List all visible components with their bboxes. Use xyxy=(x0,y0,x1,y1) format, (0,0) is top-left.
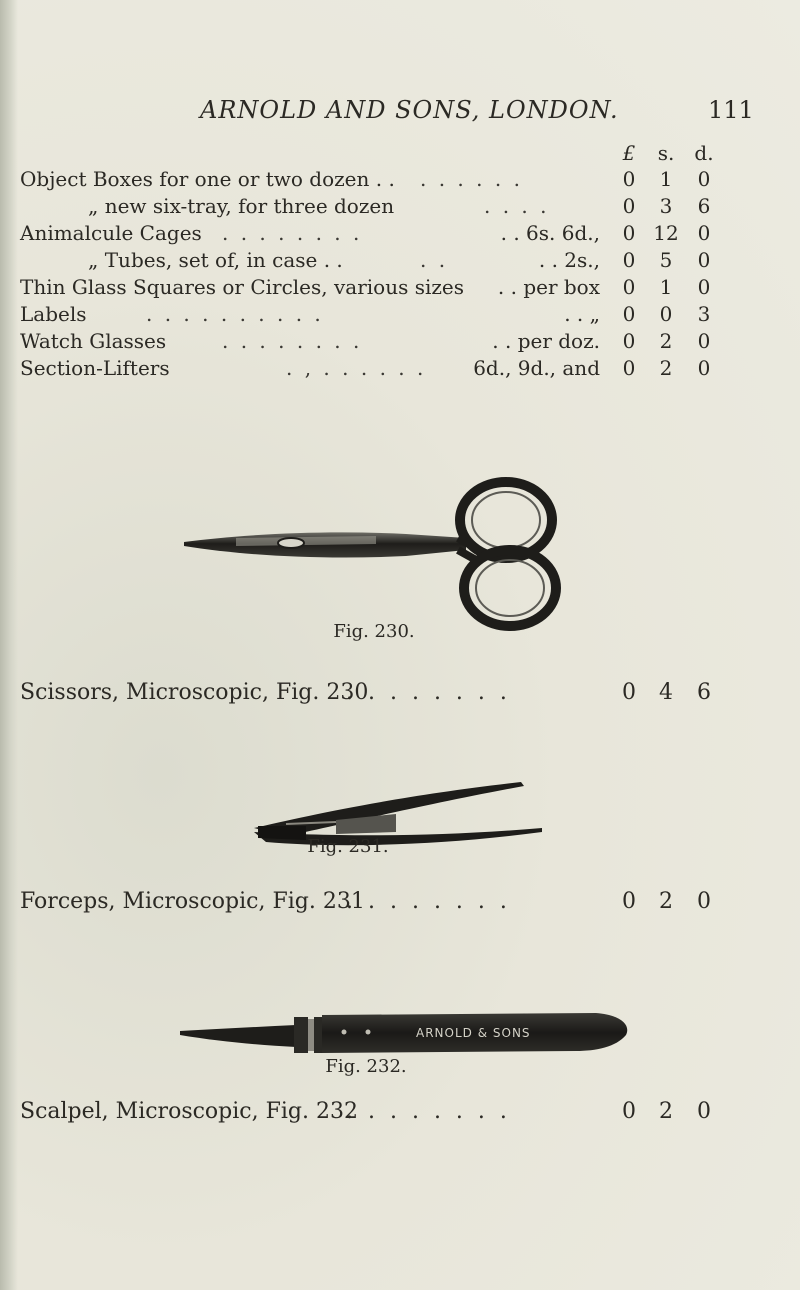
item-name: Labels xyxy=(20,302,87,326)
price-row xyxy=(0,247,800,273)
pence: 0 xyxy=(697,329,711,353)
price-row xyxy=(0,220,800,246)
price-note: . . per box xyxy=(497,275,600,299)
price-note: . . per doz. xyxy=(492,329,600,353)
figure-caption: Fig. 231. xyxy=(307,836,389,857)
pence: 0 xyxy=(697,275,711,299)
price-note: . . 2s., xyxy=(538,248,600,272)
pounds: 0 xyxy=(622,1099,636,1124)
leader-dots: . . . . . . . . xyxy=(346,889,511,914)
figure-caption: Fig. 230. xyxy=(333,621,415,642)
pounds: 0 xyxy=(622,680,636,705)
shillings: 1 xyxy=(659,167,673,191)
pounds: 0 xyxy=(622,167,636,191)
pence: 0 xyxy=(697,356,711,380)
pounds: 0 xyxy=(622,221,636,245)
page-number: 111 xyxy=(708,96,754,124)
currency-header-row xyxy=(0,140,800,166)
price-note: . . 6s. 6d., xyxy=(500,221,600,245)
price-row xyxy=(0,328,800,354)
pounds: 0 xyxy=(622,329,636,353)
leader-dots: . . . . . . . . xyxy=(346,680,511,705)
price-note: 6d., 9d., and xyxy=(473,356,600,380)
item-name: „ new six-tray, for three dozen xyxy=(88,194,395,218)
item-name: Forceps, Microscopic, Fig. 231 xyxy=(20,889,365,914)
scissors-price-row xyxy=(0,678,800,708)
price-row xyxy=(0,166,800,192)
pounds: 0 xyxy=(622,275,636,299)
pence: 0 xyxy=(697,221,711,245)
shillings: 0 xyxy=(659,302,673,326)
forceps-price-row xyxy=(0,887,800,917)
leader-dots: . . . . . . . . . . xyxy=(146,302,324,326)
leader-dots: . . . . . . . . xyxy=(346,1099,511,1124)
shillings: 3 xyxy=(659,194,673,218)
pence: 0 xyxy=(697,889,711,914)
pounds: 0 xyxy=(622,302,636,326)
pence: 0 xyxy=(697,1099,711,1124)
shillings: 1 xyxy=(659,275,673,299)
pence: 3 xyxy=(697,302,711,326)
shillings: 5 xyxy=(659,248,673,272)
running-head xyxy=(0,96,800,130)
running-title: ARNOLD AND SONS, LONDON. xyxy=(200,96,619,124)
shillings: 12 xyxy=(653,221,679,245)
shillings: 2 xyxy=(659,889,673,914)
shillings-header: s. xyxy=(657,141,675,165)
item-name: Thin Glass Squares or Circles, various sizes xyxy=(20,275,465,299)
leader-dots: . . . . . . xyxy=(420,167,523,191)
pence: 6 xyxy=(697,194,711,218)
pounds: 0 xyxy=(622,356,636,380)
scissors-illustration xyxy=(176,476,576,636)
leader-dots: . . . . xyxy=(484,194,550,218)
item-name: Scalpel, Microscopic, Fig. 232 xyxy=(20,1099,358,1124)
pounds-header: £ xyxy=(622,141,636,165)
pence: 0 xyxy=(697,167,711,191)
pounds: 0 xyxy=(622,248,636,272)
leader-dots: . , . . . . . . xyxy=(286,356,427,380)
price-row xyxy=(0,274,800,300)
price-row xyxy=(0,301,800,327)
scalpel-price-row xyxy=(0,1097,800,1127)
shillings: 4 xyxy=(659,680,673,705)
price-row xyxy=(0,355,800,381)
pence: 0 xyxy=(697,248,711,272)
item-name: Animalcule Cages xyxy=(20,221,202,245)
item-name: Scissors, Microscopic, Fig. 230 xyxy=(20,680,369,705)
leader-dots: . . . . . . . . xyxy=(222,329,363,353)
item-name: Watch Glasses xyxy=(20,329,167,353)
pence-header: d. xyxy=(694,141,714,165)
item-name: „ Tubes, set of, in case . . xyxy=(88,248,343,272)
pounds: 0 xyxy=(622,889,636,914)
shillings: 2 xyxy=(659,1099,673,1124)
figure-caption: Fig. 232. xyxy=(325,1056,407,1077)
pence: 6 xyxy=(697,680,711,705)
leader-dots: . . xyxy=(420,248,449,272)
price-row xyxy=(0,193,800,219)
scalpel-engraving: ARNOLD & SONS xyxy=(416,1026,531,1040)
shillings: 2 xyxy=(659,329,673,353)
leader-dots: . . . . . . . . xyxy=(222,221,363,245)
pounds: 0 xyxy=(622,194,636,218)
item-name: Section-Lifters xyxy=(20,356,170,380)
item-name: Object Boxes for one or two dozen . . xyxy=(20,167,395,191)
shillings: 2 xyxy=(659,356,673,380)
price-note: . . „ xyxy=(564,302,600,326)
